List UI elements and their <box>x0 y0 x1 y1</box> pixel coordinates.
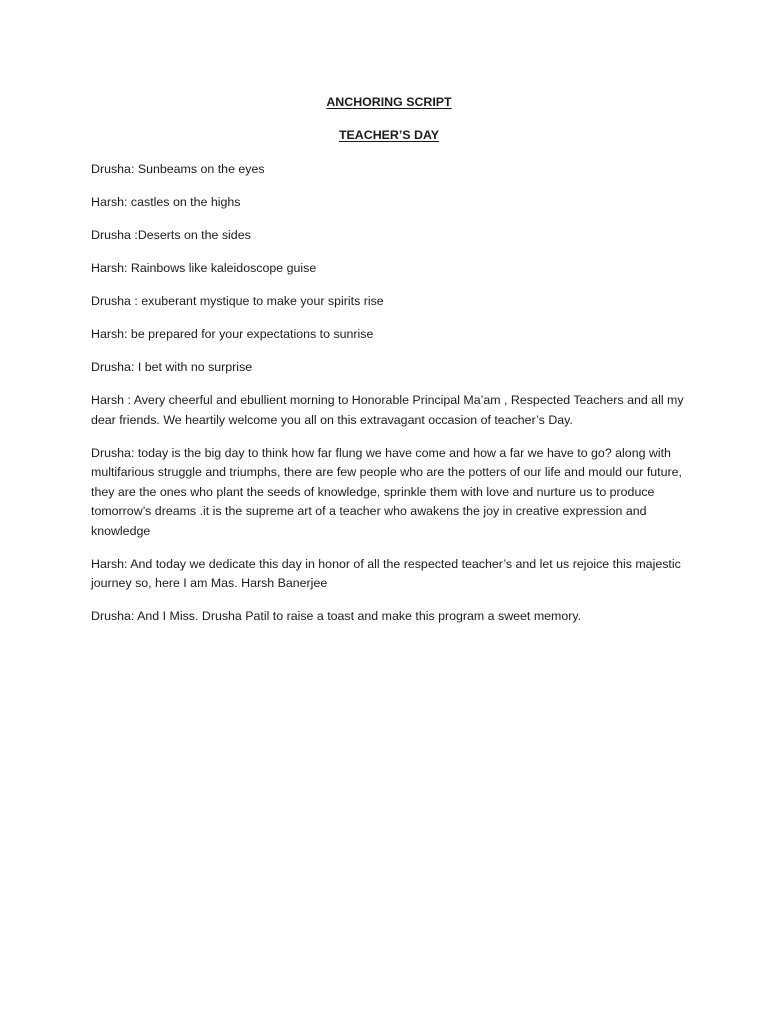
script-paragraph-11: Drusha: And I Miss. Drusha Patil to raise a toast and make this program a sweet memory. <box>91 609 582 623</box>
script-line-6: Harsh: be prepared for your expectations to sunrise <box>91 327 374 341</box>
document-title: ANCHORING SCRIPT <box>326 95 452 109</box>
script-line-2: Harsh: castles on the highs <box>91 195 241 209</box>
script-line-1: Drusha: Sunbeams on the eyes <box>91 162 265 176</box>
script-paragraph-8: Harsh : Avery cheerful and ebullient morning to Honorable Principal Ma’am , Respected Teachers and all my dear friends. We heartily welcome you all on this extravagant occasion of teacher’s Day. <box>91 393 684 427</box>
document-body <box>91 93 687 640</box>
script-line-4: Harsh: Rainbows like kaleidoscope guise <box>91 261 317 275</box>
script-line-3: Drusha :Deserts on the sides <box>91 228 251 242</box>
document-subtitle: TEACHER’S DAY <box>338 127 440 142</box>
script-line-5: Drusha : exuberant mystique to make your spirits rise <box>91 294 384 308</box>
script-paragraph-10: Harsh: And today we dedicate this day in honor of all the respected teacher’s and let us rejoice this majestic journey so, here I am Mas. Harsh Banerjee <box>91 556 681 590</box>
script-line-7: Drusha: I bet with no surprise <box>91 360 253 374</box>
script-paragraph-9: Drusha: today is the big day to think how far flung we have come and how a far we have to go? along with multifarious struggle and triumphs, there are few people who are the potters of our life and mould our future, they are the ones who plant the seeds of knowledge, sprinkle them with love and nurture us to produce tomorrow’s dreams .it is the supreme art of a teacher who awakens the joy in creative expression and knowledge <box>91 445 682 538</box>
